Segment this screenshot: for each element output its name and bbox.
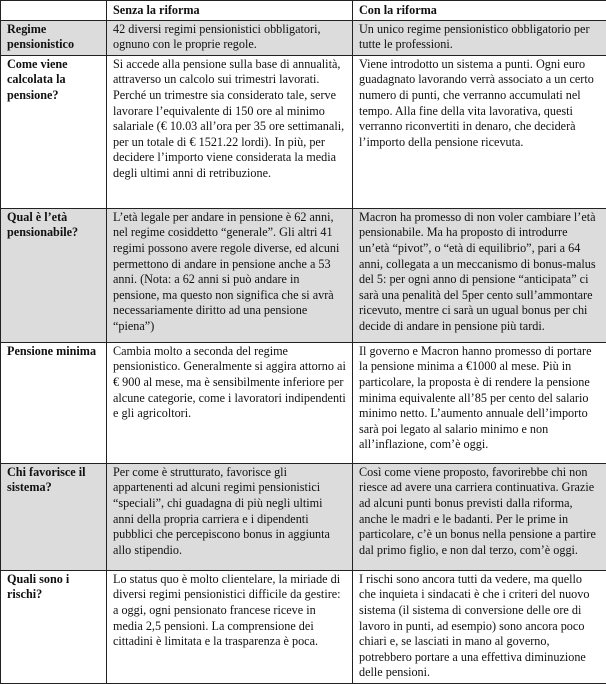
- cell-with-reform: Macron ha promesso di non voler cambiare l’età pensionabile. Ma ha proposto di introdurre un’età “pivot”, o “età di equilibrio”, pari a 64 anni, collegata a un meccanismo di bonus-malus del 5: per ogni anno di pensione “anticipata” ci sarà una penalità del 5per cento sull’ammontare ricevuto, mentre ci sarà un ugual bonus per chi decide di andare in pensione più tardi.: [353, 208, 606, 342]
- row-topic: Pensione minima: [1, 342, 107, 463]
- header-row: [1, 1, 606, 21]
- row-topic: Regime pensionistico: [1, 20, 107, 55]
- table-row: [1, 570, 606, 683]
- cell-without-reform: 42 diversi regimi pensionistici obbligatori, ognuno con le proprie regole.: [107, 20, 353, 55]
- cell-without-reform: Per come è strutturato, favorisce gli appartenenti ad alcuni regimi pensionistici “speciali”, chi guadagna di più negli ultimi anni della propria carriera e i dipendenti pubblici che percepiscono bonus in aggiunta allo stipendio.: [107, 463, 353, 570]
- table-row: [1, 208, 606, 342]
- table-row: [1, 55, 606, 208]
- cell-with-reform: I rischi sono ancora tutti da vedere, ma quello che inquieta i sindacati è che i criteri del nuovo sistema (il sistema di conversione delle ore di lavoro in punti, ad esempio) sono ancora poco chiari e, se lasciati in mano al governo, potrebbero portare a una effettiva diminuzione delle pensioni.: [353, 570, 606, 683]
- table-row: [1, 20, 606, 55]
- row-topic: Come viene calcolata la pensione?: [1, 55, 107, 208]
- row-topic: Quali sono i rischi?: [1, 570, 107, 683]
- cell-with-reform: Il governo e Macron hanno promesso di portare la pensione minima a €1000 al mese. Più in particolare, la proposta è di rendere la pensione minima equivalente all’85 per cento del salario minimo netto. L’aumento annuale dell’importo sarà poi legato al salario minimo e non all’inflazione, com’è oggi.: [353, 342, 606, 463]
- cell-without-reform: Cambia molto a seconda del regime pensionistico. Generalmente si aggira attorno ai € 900 al mese, ma è sensibilmente inferiore per alcune categorie, come i lavoratori indipendenti e gli agricoltori.: [107, 342, 353, 463]
- table-row: [1, 463, 606, 570]
- cell-without-reform: Lo status quo è molto clientelare, la miriade di diversi regimi pensionistici difficile da gestire: a oggi, ogni pensionato francese riceve in media 2,5 pensioni. La comprensione dei cittadini è limitata e la trasparenza è poca.: [107, 570, 353, 683]
- cell-with-reform: Un unico regime pensionistico obbligatorio per tutte le professioni.: [353, 20, 606, 55]
- cell-with-reform: Così come viene proposto, favorirebbe chi non riesce ad avere una carriera continuativa. Grazie ad alcuni punti bonus previsti dalla riforma, anche le madri e le badanti. Per le prime in particolare, c’è un bonus nella pensione a partire dal primo figlio, e non dal terzo, com’è oggi.: [353, 463, 606, 570]
- row-topic: Qual è l’età pensionabile?: [1, 208, 107, 342]
- table-row: [1, 342, 606, 463]
- header-topic-cell: [1, 1, 107, 21]
- header-without-reform: Senza la riforma: [107, 1, 353, 21]
- cell-without-reform: L’età legale per andare in pensione è 62 anni, nel regime cosiddetto “generale”. Gli altri 41 regimi possono avere regole diverse, ed alcuni permettono di andare in pensione anche a 53 anni. (Nota: a 62 anni si può andare in pensione, ma questo non significa che si avrà necessariamente diritto ad una pensione “piena”): [107, 208, 353, 342]
- row-topic: Chi favorisce il sistema?: [1, 463, 107, 570]
- cell-without-reform: Si accede alla pensione sulla base di annualità, attraverso un calcolo sui trimestri lavorati. Perché un trimestre sia considerato tale, serve lavorare l’equivalente di 150 ore al minimo salariale (€ 10.03 all’ora per 35 ore settimanali, per un totale di € 1521.22 lordi). In più, per decidere l’importo viene considerata la media degli ultimi anni di retribuzione.: [107, 55, 353, 208]
- cell-with-reform: Viene introdotto un sistema a punti. Ogni euro guadagnato lavorando verrà associato a un certo numero di punti, che verranno accumulati nel tempo. Alla fine della vita lavorativa, questi verranno riconvertiti in denaro, che deciderà l’importo della pensione ricevuta.: [353, 55, 606, 208]
- header-with-reform: Con la riforma: [353, 1, 606, 21]
